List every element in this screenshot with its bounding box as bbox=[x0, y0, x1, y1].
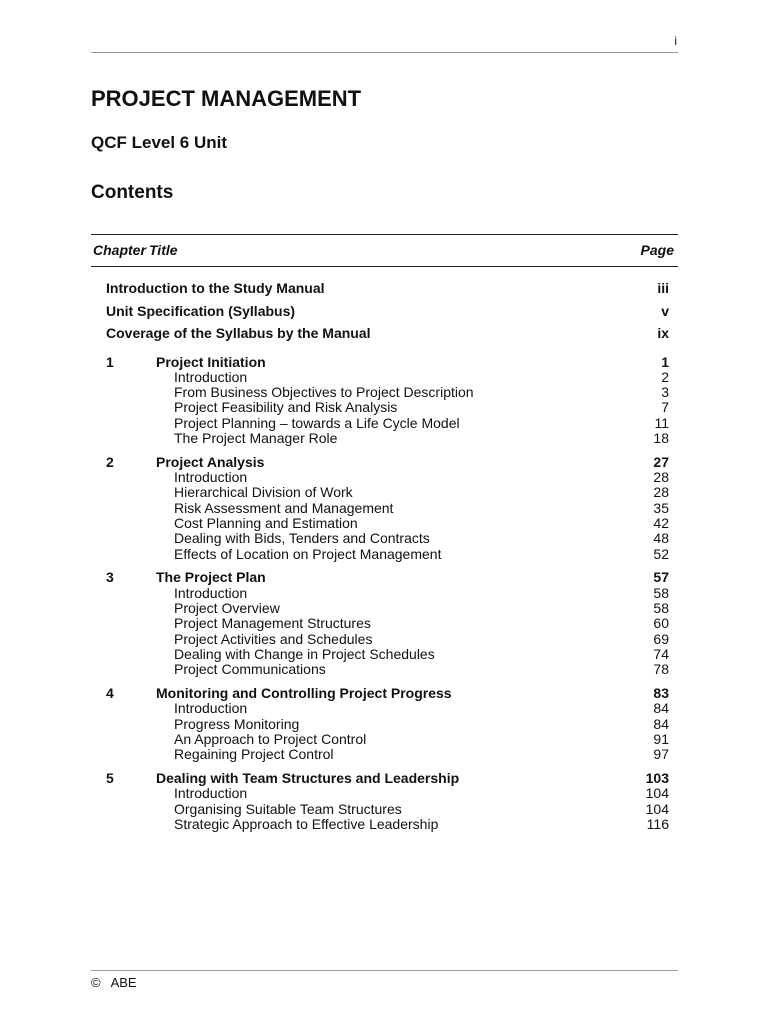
section-title: Effects of Location on Project Management bbox=[174, 545, 442, 562]
section-page: 84 bbox=[653, 715, 669, 732]
section-title: Cost Planning and Estimation bbox=[174, 514, 358, 531]
section-title: Project Management Structures bbox=[174, 615, 371, 632]
section-title: Project Planning – towards a Life Cycle Model bbox=[174, 414, 460, 431]
toc-section-entry[interactable] bbox=[91, 431, 678, 446]
chapter-page: 83 bbox=[653, 684, 669, 701]
footer-rule bbox=[91, 970, 678, 971]
section-title: Project Feasibility and Risk Analysis bbox=[174, 399, 398, 416]
toc-section-entry[interactable] bbox=[91, 662, 678, 677]
section-page: 116 bbox=[646, 815, 669, 832]
section-page: 52 bbox=[653, 545, 669, 562]
chapter-block bbox=[91, 355, 678, 447]
section-title: Dealing with Bids, Tenders and Contracts bbox=[174, 530, 430, 547]
toc-header-title: Title bbox=[149, 242, 178, 258]
section-page: 28 bbox=[653, 484, 669, 501]
section-page: 35 bbox=[653, 499, 669, 516]
entry-title: Unit Specification (Syllabus) bbox=[106, 302, 296, 319]
section-page: 60 bbox=[653, 615, 669, 632]
section-title: Risk Assessment and Management bbox=[174, 499, 394, 516]
toc-section-entry[interactable] bbox=[91, 802, 678, 817]
toc-section-entry[interactable] bbox=[91, 747, 678, 762]
toc-section-entry[interactable] bbox=[91, 701, 678, 716]
toc-section-entry[interactable] bbox=[91, 470, 678, 485]
document-title: PROJECT MANAGEMENT bbox=[91, 86, 362, 111]
chapter-number: 5 bbox=[106, 769, 114, 786]
toc-section-entry[interactable] bbox=[91, 632, 678, 647]
section-title: Regaining Project Control bbox=[174, 746, 334, 763]
toc-section-entry[interactable] bbox=[91, 516, 678, 531]
section-title: Project Overview bbox=[174, 599, 280, 616]
contents-heading: Contents bbox=[91, 182, 174, 203]
chapter-block bbox=[91, 570, 678, 677]
section-page: 104 bbox=[645, 785, 669, 802]
toc-header-chapter: Chapter bbox=[93, 242, 146, 258]
chapter-page: 57 bbox=[653, 569, 669, 586]
section-title: Introduction bbox=[174, 785, 248, 802]
chapter-title: The Project Plan bbox=[156, 569, 266, 586]
toc-section-entry[interactable] bbox=[91, 732, 678, 747]
footer-copyright bbox=[91, 975, 147, 990]
intro-entries bbox=[91, 279, 678, 347]
section-page: 97 bbox=[653, 746, 669, 763]
entry-page: ix bbox=[657, 325, 669, 341]
chapter-block bbox=[91, 771, 678, 832]
section-page: 7 bbox=[661, 399, 669, 416]
section-page: 28 bbox=[653, 469, 669, 486]
toc-section-entry[interactable] bbox=[91, 400, 678, 415]
chapter-number: 1 bbox=[106, 353, 114, 370]
entry-title: Coverage of the Syllabus by the Manual bbox=[106, 325, 371, 341]
section-title: Hierarchical Division of Work bbox=[174, 484, 353, 501]
entry-title: Introduction to the Study Manual bbox=[106, 280, 325, 296]
section-page: 48 bbox=[653, 530, 669, 547]
section-page: 18 bbox=[653, 429, 669, 446]
chapter-title: Monitoring and Controlling Project Progress bbox=[156, 684, 452, 701]
chapter-page: 103 bbox=[645, 769, 669, 786]
section-title: Strategic Approach to Effective Leadership bbox=[174, 815, 439, 832]
toc-section-entry[interactable] bbox=[91, 385, 678, 400]
section-title: Progress Monitoring bbox=[174, 715, 300, 732]
entry-page: iii bbox=[657, 280, 669, 296]
section-page: 74 bbox=[653, 645, 669, 662]
chapter-number: 3 bbox=[106, 569, 114, 586]
chapter-block bbox=[91, 686, 678, 762]
toc-header bbox=[91, 234, 678, 267]
section-title: Organising Suitable Team Structures bbox=[174, 800, 402, 817]
document-subtitle: QCF Level 6 Unit bbox=[91, 133, 228, 152]
toc-chapter-entry[interactable] bbox=[91, 355, 678, 370]
toc-chapter-entry[interactable] bbox=[91, 570, 678, 585]
entry-page: v bbox=[661, 302, 669, 319]
toc-section-entry[interactable] bbox=[91, 416, 678, 431]
toc-section-entry[interactable] bbox=[91, 717, 678, 732]
toc-section-entry[interactable] bbox=[91, 786, 678, 801]
toc-intro-entry[interactable] bbox=[91, 279, 678, 302]
toc-section-entry[interactable] bbox=[91, 647, 678, 662]
chapter-title: Project Analysis bbox=[156, 453, 265, 470]
section-page: 11 bbox=[654, 414, 669, 431]
toc-section-entry[interactable] bbox=[91, 616, 678, 631]
toc-section-entry[interactable] bbox=[91, 501, 678, 516]
section-title: Project Activities and Schedules bbox=[174, 630, 373, 647]
section-title: From Business Objectives to Project Description bbox=[174, 384, 474, 401]
publisher-name: ABE bbox=[110, 975, 137, 990]
chapter-block bbox=[91, 455, 678, 562]
section-title: Introduction bbox=[174, 469, 248, 486]
section-page: 104 bbox=[645, 800, 669, 817]
section-title: Project Communications bbox=[174, 661, 326, 678]
section-title: Introduction bbox=[174, 368, 248, 385]
section-page: 78 bbox=[653, 661, 669, 678]
toc-section-entry[interactable] bbox=[91, 586, 678, 601]
toc-section-entry[interactable] bbox=[91, 531, 678, 546]
table-of-contents bbox=[91, 279, 678, 832]
toc-intro-entry[interactable] bbox=[91, 302, 678, 325]
toc-chapter-entry[interactable] bbox=[91, 686, 678, 701]
toc-header-page: Page bbox=[640, 242, 674, 258]
section-title: Introduction bbox=[174, 584, 248, 601]
toc-intro-entry[interactable] bbox=[91, 324, 678, 347]
toc-section-entry[interactable] bbox=[91, 547, 678, 562]
section-page: 58 bbox=[653, 599, 669, 616]
chapter-page: 27 bbox=[653, 453, 669, 470]
chapter-number: 4 bbox=[106, 684, 114, 701]
section-page: 84 bbox=[653, 700, 669, 717]
section-page: 42 bbox=[653, 514, 669, 531]
toc-section-entry[interactable] bbox=[91, 370, 678, 385]
section-page: 58 bbox=[653, 584, 669, 601]
chapter-title: Dealing with Team Structures and Leadership bbox=[156, 769, 460, 786]
section-title: Introduction bbox=[174, 700, 248, 717]
toc-section-entry[interactable] bbox=[91, 485, 678, 500]
section-page: 91 bbox=[653, 730, 669, 747]
toc-section-entry[interactable] bbox=[91, 817, 678, 832]
page-number: i bbox=[674, 34, 677, 48]
toc-section-entry[interactable] bbox=[91, 601, 678, 616]
copyright-symbol: © bbox=[91, 975, 101, 990]
section-page: 69 bbox=[653, 630, 669, 647]
section-title: The Project Manager Role bbox=[174, 429, 338, 446]
chapter-title: Project Initiation bbox=[156, 353, 266, 370]
chapter-page: 1 bbox=[661, 353, 669, 370]
section-title: An Approach to Project Control bbox=[174, 730, 367, 747]
toc-chapter-entry[interactable] bbox=[91, 455, 678, 470]
section-page: 2 bbox=[661, 368, 669, 385]
section-page: 3 bbox=[661, 384, 669, 401]
toc-chapter-entry[interactable] bbox=[91, 771, 678, 786]
chapter-list bbox=[91, 355, 678, 833]
chapter-number: 2 bbox=[106, 453, 114, 470]
section-title: Dealing with Change in Project Schedules bbox=[174, 645, 435, 662]
header-rule bbox=[91, 52, 678, 53]
